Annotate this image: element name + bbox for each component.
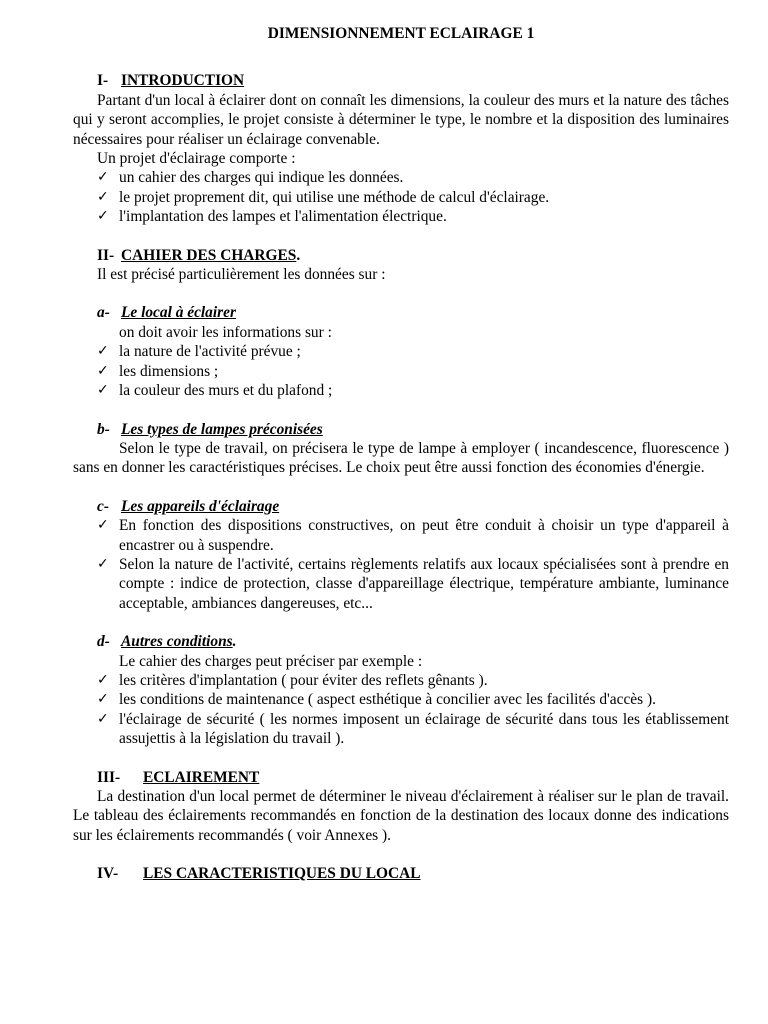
subsection-title: Autres conditions — [121, 633, 233, 651]
paragraph: Il est précisé particulièrement les données sur : — [97, 266, 386, 284]
check-icon: ✓ — [97, 555, 109, 572]
paragraph: La destination d'un local permet de déterminer le niveau d'éclairement à réaliser sur le plan de travail. Le tableau des éclairements recommandés en fonction de la destination des locaux donne des indications sur les éclairements recommandés ( voir Annexes ). — [73, 788, 729, 844]
check-icon: ✓ — [97, 691, 109, 708]
subsection-heading-lampes — [73, 420, 729, 439]
checklist — [73, 342, 729, 400]
paragraph: Partant d'un local à éclairer dont on connaît les dimensions, la couleur des murs et la nature des tâches qui y seront accomplies, le projet consiste à déterminer le type, le nombre et la disposition des luminaires nécessaires pour réaliser un éclairage convenable. — [73, 91, 729, 148]
document-title: DIMENSIONNEMENT ECLAIRAGE 1 — [267, 25, 535, 42]
subsection-heading-local — [73, 303, 729, 322]
list-item: ✓ le projet proprement dit, qui utilise une méthode de calcul d'éclairage. — [97, 188, 550, 206]
check-icon: ✓ — [97, 362, 109, 379]
subsection-title: Les types de lampes préconisées — [121, 420, 323, 438]
list-item: ✓ les critères d'implantation ( pour éviter des reflets gênants ). — [97, 671, 488, 689]
list-item: ✓ un cahier des charges qui indique les données. — [97, 169, 404, 187]
subsection-heading-appareils — [73, 497, 729, 516]
subsection-heading-autres-conditions: d- Autres conditions . — [97, 633, 237, 651]
checklist — [73, 168, 729, 226]
list-item: ✓ les dimensions ; — [97, 362, 219, 380]
check-icon: ✓ — [97, 671, 109, 688]
section-title: INTRODUCTION — [121, 72, 245, 90]
checklist — [73, 671, 729, 749]
check-icon: ✓ — [97, 710, 109, 727]
list-item: ✓ les conditions de maintenance ( aspect esthétique à concilier avec les facilités d'accès ). — [97, 691, 656, 709]
check-icon: ✓ — [97, 208, 109, 225]
check-icon: ✓ — [97, 188, 109, 205]
subsection-title: Les appareils d'éclairage — [121, 497, 280, 515]
section-number: I- — [97, 72, 109, 90]
list-item: ✓ En fonction des dispositions constructives, on peut être conduit à choisir un type d'appareil à encastrer ou à suspendre. — [97, 517, 729, 554]
subsection-title: Le local à éclairer — [121, 304, 236, 322]
subsection-letter: d- — [97, 633, 110, 651]
checklist — [73, 516, 729, 613]
section-number: II- — [97, 246, 115, 264]
paragraph: on doit avoir les informations sur : — [119, 323, 332, 341]
paragraph: Un projet d'éclairage comporte : — [97, 150, 296, 168]
list-item: ✓ la couleur des murs et du plafond ; — [97, 382, 333, 400]
section-heading-cahier-des-charges: II- CAHIER DES CHARGES . — [97, 246, 301, 264]
check-icon: ✓ — [97, 169, 109, 186]
paragraph: Le cahier des charges peut préciser par exemple : — [119, 652, 423, 670]
section-title: CAHIER DES CHARGES — [121, 246, 297, 264]
check-icon: ✓ — [97, 343, 109, 360]
list-item: ✓ l'implantation des lampes et l'alimentation électrique. — [97, 208, 447, 226]
section-title: LES CARACTERISTIQUES DU LOCAL — [143, 865, 421, 883]
section-heading-eclairement — [73, 768, 729, 787]
section-heading-introduction — [73, 71, 729, 90]
subsection-letter: c- — [97, 497, 109, 515]
list-item: ✓ Selon la nature de l'activité, certains règlements relatifs aux locaux spécialisées sont à prendre en compte : indice de protection, classe d'appareillage électrique, température ambiante, luminance acceptable, ambiances dangereuses, etc... — [97, 555, 729, 612]
subsection-letter: b- — [97, 420, 110, 438]
document-page — [73, 24, 729, 884]
check-icon: ✓ — [97, 382, 109, 399]
paragraph: Selon le type de travail, on précisera le type de lampe à employer ( incandescence, fluorescence ) sans en donner les caractéristiques précises. Le choix peut être aussi fonction des économies d'énergie. — [73, 439, 729, 477]
section-heading-caracteristiques — [73, 864, 729, 883]
list-item: ✓ l'éclairage de sécurité ( les normes imposent un éclairage de sécurité dans tous les établissement assujettis à la législation du travail ). — [97, 710, 729, 748]
section-number: IV- — [97, 865, 119, 883]
section-title: ECLAIREMENT — [143, 768, 260, 786]
check-icon: ✓ — [97, 517, 109, 534]
section-number: III- — [97, 768, 121, 786]
subsection-letter: a- — [97, 304, 110, 322]
list-item: ✓ la nature de l'activité prévue ; — [97, 343, 301, 361]
